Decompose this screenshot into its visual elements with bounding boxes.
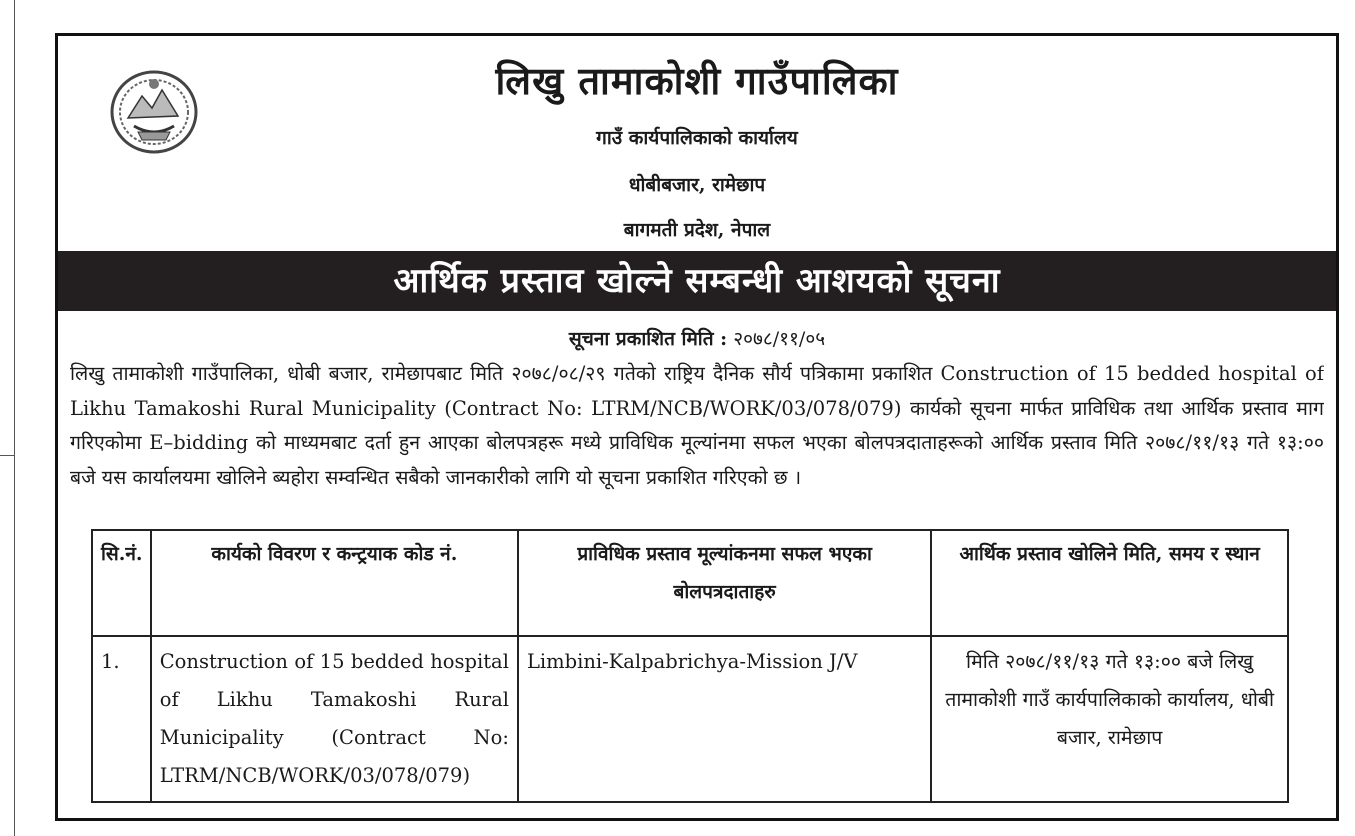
publication-date-value: २०७८/११/०५ <box>733 328 826 350</box>
municipality-title: लिखु तामाकोशी गाउँपालिका <box>495 58 899 103</box>
publication-date-label: सूचना प्रकाशित मिति : <box>568 328 728 350</box>
notice-header <box>58 36 1336 251</box>
table-header-row <box>92 530 1288 636</box>
cell-bidder: Limbini-Kalpabrichya-Mission J/V <box>518 636 931 802</box>
bid-opening-table <box>91 529 1289 803</box>
cell-opening-details: मिति २०७८/११/१३ गते १३:०० बजे लिखु तामाकोशी गाउँ कार्यपालिकाको कार्यालय, धोबी बजार, रामेछाप <box>931 636 1288 802</box>
header-serial-no: सि.नं. <box>92 530 151 636</box>
public-notice <box>55 33 1339 821</box>
province-name: बागमती प्रदेश, नेपाल <box>623 219 771 241</box>
notice-banner: आर्थिक प्रस्ताव खोल्ने सम्बन्धी आशयको सूचना <box>58 251 1336 311</box>
page-margin-line <box>14 0 15 836</box>
cell-serial-no: 1. <box>92 636 151 802</box>
header-successful-bidders: प्राविधिक प्रस्ताव मूल्यांकनमा सफल भएका बोलपत्रदाताहरु <box>518 530 931 636</box>
header-work-description: कार्यको विवरण र कन्ट्रयाक कोड नं. <box>151 530 518 636</box>
header-opening-details: आर्थिक प्रस्ताव खोलिने मिति, समय र स्थान <box>931 530 1288 636</box>
publication-date-line <box>58 325 1336 351</box>
cell-work-description: Construction of 15 bedded hospital of Likhu Tamakoshi Rural Municipality (Contract No: LTRM/NCB/WORK/03/078/079) <box>151 636 518 802</box>
office-location: धोबीबजार, रामेछाप <box>628 174 766 196</box>
table-row <box>92 636 1288 802</box>
page-margin-tick <box>0 455 14 456</box>
office-name: गाउँ कार्यपालिकाको कार्यालय <box>596 127 798 149</box>
notice-paragraph: लिखु तामाकोशी गाउँपालिका, धोबी बजार, रामेछापबाट मिति २०७८/०८/२९ गतेको राष्ट्रिय दैनिक सौर्य पत्रिकामा प्रकाशित Construction of 15 bedded hospital of Likhu Tamakoshi Rural Municipality (Contract No: LTRM/NCB/WORK/03/078/079) कार्यको सूचना मार्फत प्राविधिक तथा आर्थिक प्रस्ताव माग गरिएकोमा E–bidding को माध्यमबाट दर्ता हुन आएका बोलपत्रहरू मध्ये प्राविधिक मूल्यांनमा सफल भएका बोलपत्रदाताहरूको आर्थिक प्रस्ताव मिति २०७८/११/१३ गते १३:०० बजे यस कार्यालयमा खोलिने ब्यहोरा सम्वन्धित सबैको जानकारीको लागि यो सूचना प्रकाशित गरिएको छ । <box>70 362 1324 489</box>
